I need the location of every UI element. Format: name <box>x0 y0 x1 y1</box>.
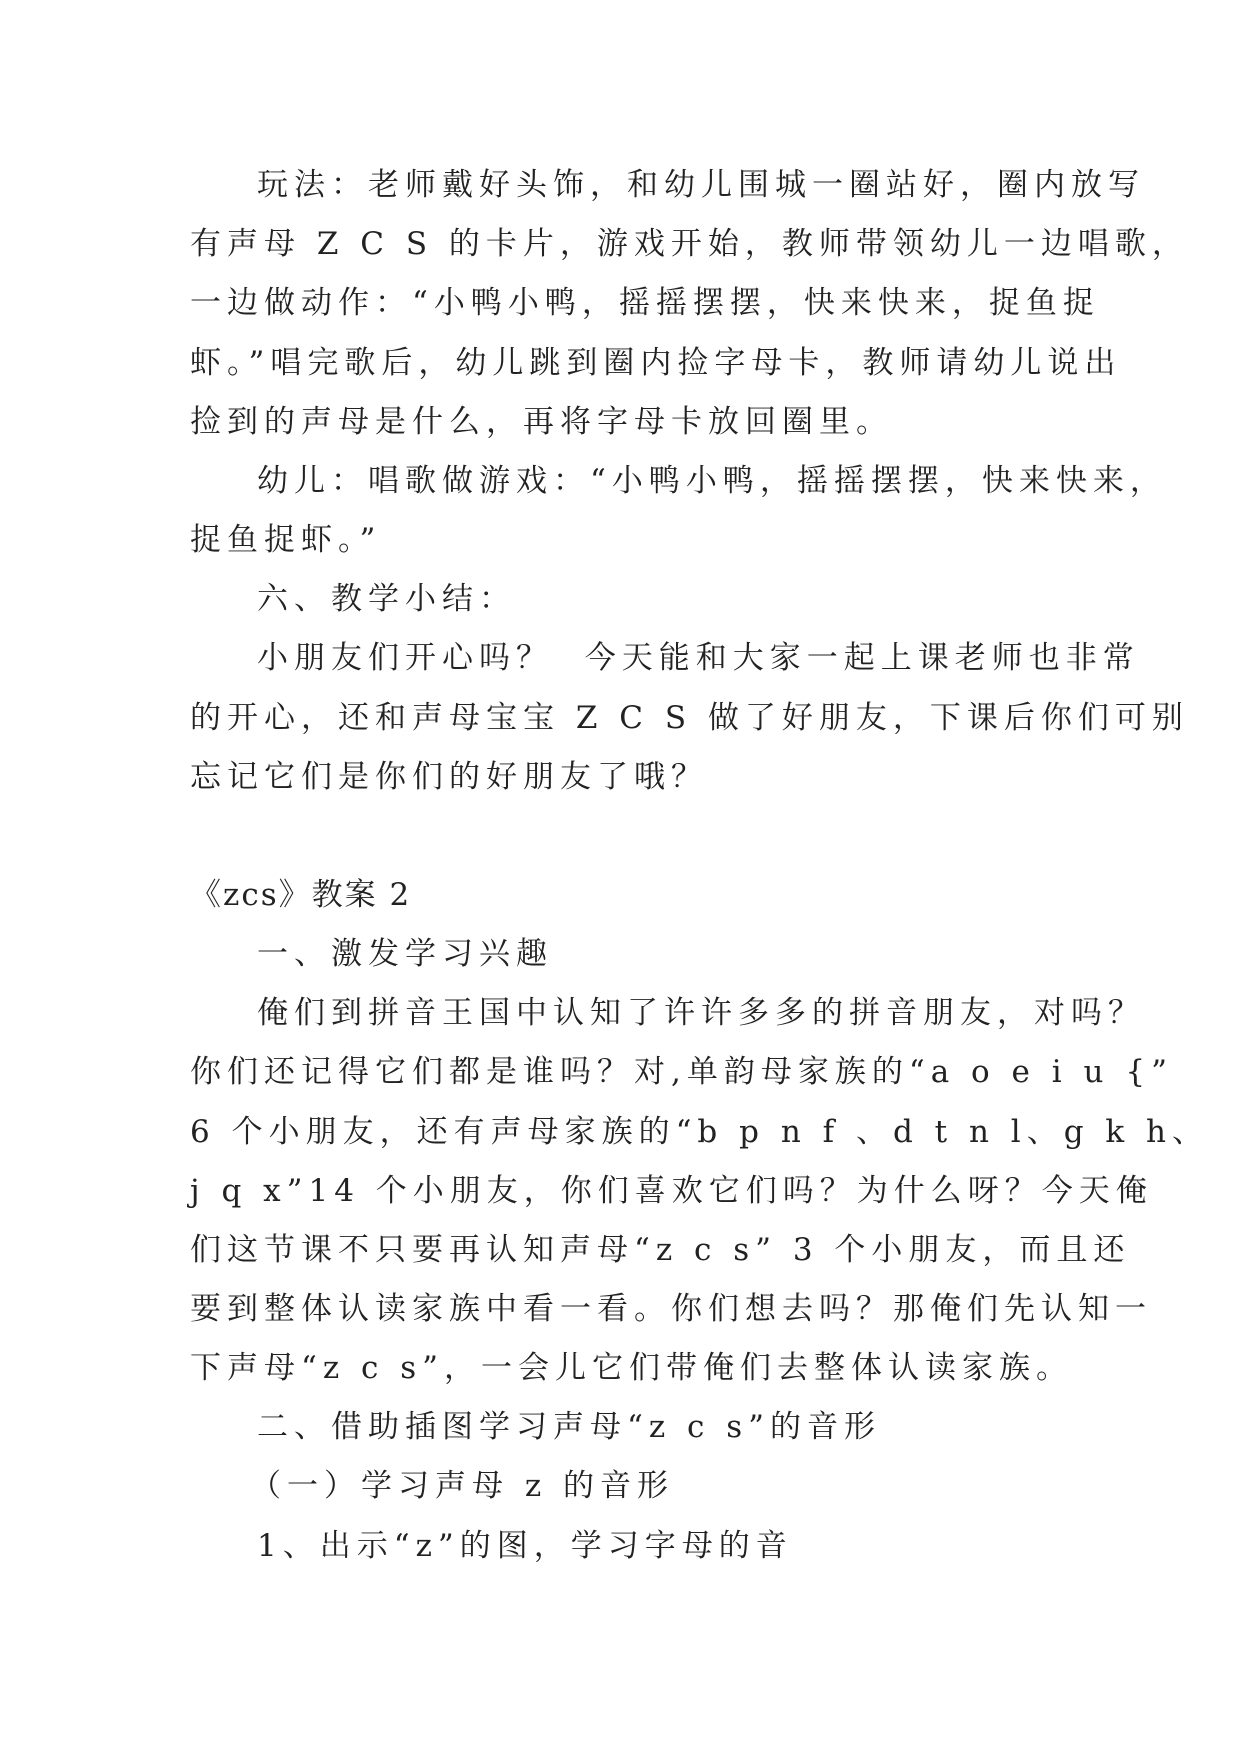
paragraph-line: 一边做动作：“小鸭小鸭，摇摇摆摆，快来快来，捉鱼捉 <box>190 285 1100 321</box>
paragraph-line: 捉鱼捉虾。” <box>190 522 382 558</box>
paragraph-line: 虾。”唱完歌后，幼儿跳到圈内捡字母卡，教师请幼儿说出 <box>190 345 1122 381</box>
paragraph-line: 的开心，还和声母宝宝 Z C S 做了好朋友，下课后你们可别 <box>190 700 1189 736</box>
section-heading: 二、借助插图学习声母“z c s”的音形 <box>257 1409 882 1445</box>
document-title: 《zcs》教案 2 <box>190 877 412 913</box>
paragraph-line: 玩法：老师戴好头饰，和幼儿围城一圈站好，圈内放写 <box>257 167 1145 203</box>
paragraph-line: 有声母 Z C S 的卡片，游戏开始，教师带领幼儿一边唱歌， <box>190 226 1189 262</box>
paragraph-line: 俺们到拼音王国中认知了许许多多的拼音朋友，对吗？ <box>257 995 1145 1031</box>
paragraph-line: 小朋友们开心吗？ 今天能和大家一起上课老师也非常 <box>257 640 1140 676</box>
paragraph-line: 捡到的声母是什么，再将字母卡放回圈里。 <box>190 404 893 440</box>
subsection-heading: （一）学习声母 z 的音形 <box>250 1468 675 1504</box>
section-heading: 一、激发学习兴趣 <box>257 936 553 972</box>
paragraph-line: 你们还记得它们都是谁吗？对,单韵母家族的“a o e i u {” <box>190 1054 1173 1090</box>
paragraph-line: 们这节课不只要再认知声母“z c s” 3 个小朋友，而且还 <box>190 1232 1131 1268</box>
paragraph-line: 幼儿：唱歌做游戏：“小鸭小鸭，摇摇摆摆，快来快来， <box>257 463 1167 499</box>
paragraph-line: 1、出示“z”的图，学习字母的音 <box>257 1528 793 1564</box>
paragraph-line: 下声母“z c s”，一会儿它们带俺们去整体认读家族。 <box>190 1350 1074 1386</box>
paragraph-line: j q x”14 个小朋友，你们喜欢它们吗？为什么呀？今天俺 <box>190 1173 1153 1209</box>
paragraph-line: 要到整体认读家族中看一看。你们想去吗？那俺们先认知一 <box>190 1291 1152 1327</box>
paragraph-line: 6 个小朋友，还有声母家族的“b p n f 、d t n l、g k h、 <box>190 1114 1210 1150</box>
section-heading: 六、教学小结： <box>257 581 516 617</box>
paragraph-line: 忘记它们是你们的好朋友了哦？ <box>190 759 708 795</box>
